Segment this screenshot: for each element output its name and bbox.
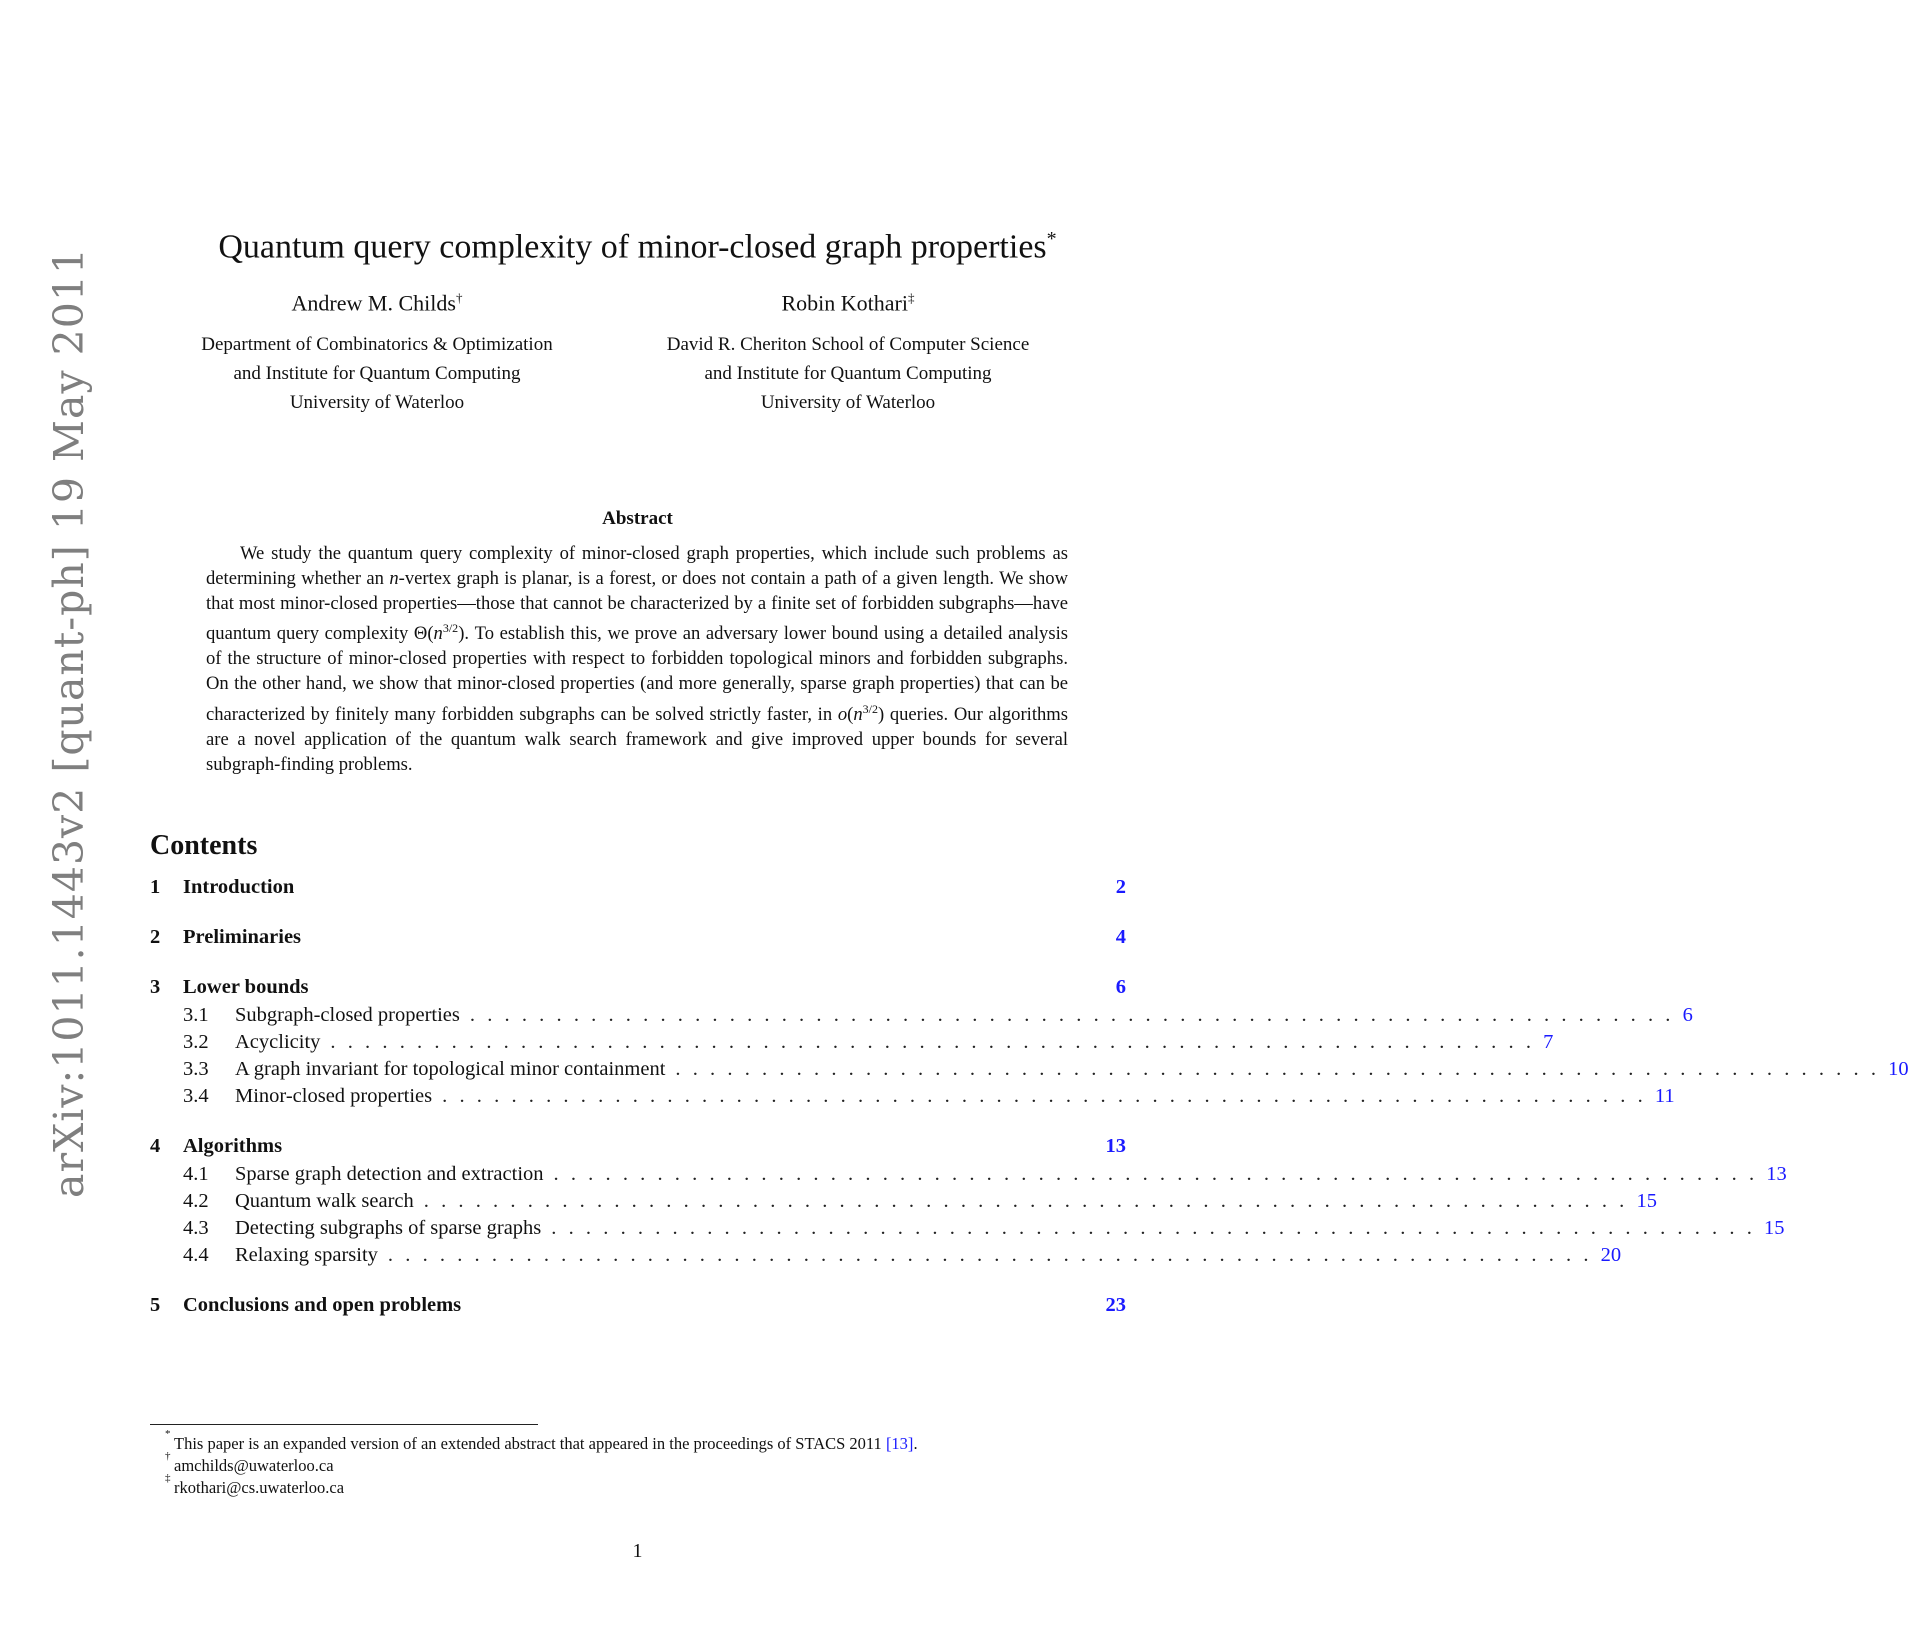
email-link[interactable]: amchilds@uwaterloo.ca <box>174 1456 334 1475</box>
author-name: Robin Kothari <box>781 290 908 316</box>
toc-page-link[interactable]: 7 <box>1543 1031 1554 1053</box>
toc-page-link[interactable]: 15 <box>1636 1190 1657 1212</box>
author-affiliation: Department of Combinatorics & Optimization <box>201 334 553 356</box>
author-affiliation: and Institute for Quantum Computing <box>704 363 992 385</box>
toc-page-link[interactable]: 6 <box>1682 1004 1693 1026</box>
abstract-text: We study the quantum query complexity of minor-closed graph properties, which include such problems as determining whether an n-vertex graph is planar, is a forest, or does not contain a path of a given length. We show that most minor-closed properties—those that cannot be characterized by a finite set of forbidden subgraphs—have quantum query complexity $\Theta(n^{3/2})$. To establish this, we prove an adversary lower bound using a detailed analysis of the structure of minor-closed properties with respect to forbidden topological minors and forbidden subgraphs. On the other hand, we show that minor-closed properties (and more generally, sparse graph properties) that can be characterized by finitely many forbidden subgraphs can be solved strictly faster, in $o(n^{3/2})$ queries. Our algorithms are a novel application of the quantum walk search framework and give improved upper bounds for several subgraph-finding problems. <box>206 543 1068 775</box>
page-number: 1 <box>632 1540 643 1562</box>
toc-dot-leader: ...................................................................... <box>442 1085 1655 1107</box>
toc-page-link[interactable]: 10 <box>1888 1058 1909 1080</box>
toc-page-link[interactable]: 13 <box>1105 1135 1126 1157</box>
email-link[interactable]: rkothari@cs.uwaterloo.ca <box>174 1478 345 1497</box>
paper-title: Quantum query complexity of minor-closed graph properties* <box>218 228 1057 266</box>
title-footnote-mark: * <box>1046 228 1057 250</box>
toc-page-link[interactable]: 13 <box>1766 1163 1787 1185</box>
toc-page-link[interactable]: 23 <box>1105 1294 1126 1316</box>
arxiv-sidebar-stamp: arXiv:1011.1443v2 [quant-ph] 19 May 2011 <box>45 247 93 1198</box>
toc-dot-leader: ...................................................................... <box>553 1163 1767 1185</box>
toc-page-link[interactable]: 4 <box>1115 926 1126 948</box>
citation-link[interactable]: [13] <box>885 1434 914 1453</box>
toc-dot-leader: ...................................................................... <box>387 1244 1601 1266</box>
author-block-kothari: Robin Kothari‡ David R. Cheriton School of Computer Science and Institute for Quantum Computing University of Waterloo <box>638 290 1058 417</box>
toc-page-link[interactable]: 6 <box>1115 976 1126 998</box>
author-affiliation: University of Waterloo <box>760 392 936 414</box>
toc-page-link[interactable]: 2 <box>1115 876 1126 898</box>
toc-dot-leader: ...................................................................... <box>423 1190 1637 1212</box>
author-name: Andrew M. Childs <box>291 290 456 316</box>
footnote: * This paper is an expanded version of an extended abstract that appeared in the proceedings of STACS 2011 [13]. <box>165 1428 918 1453</box>
author-affiliation: and Institute for Quantum Computing <box>233 363 521 385</box>
author-block-childs: Andrew M. Childs† Department of Combinatorics & Optimization and Institute for Quantum Computing University of Waterloo <box>176 290 578 417</box>
toc-dot-leader: ...................................................................... <box>330 1031 1544 1053</box>
contents-heading: Contents <box>150 830 258 861</box>
footnote: ‡ rkothari@cs.uwaterloo.ca <box>165 1472 345 1497</box>
toc-dot-leader: ...................................................................... <box>551 1217 1765 1239</box>
author-affiliation: University of Waterloo <box>289 392 465 414</box>
footnote-divider <box>150 1424 538 1425</box>
abstract-heading: Abstract <box>602 508 673 529</box>
toc-dot-leader: ...................................................................... <box>675 1058 1889 1080</box>
toc-page-link[interactable]: 15 <box>1764 1217 1785 1239</box>
toc-dot-leader: ...................................................................... <box>469 1004 1683 1026</box>
toc-page-link[interactable]: 20 <box>1600 1244 1622 1266</box>
toc-page-link[interactable]: 11 <box>1654 1085 1675 1107</box>
footnote: † amchilds@uwaterloo.ca <box>165 1450 334 1475</box>
author-affiliation: David R. Cheriton School of Computer Science <box>666 334 1030 356</box>
